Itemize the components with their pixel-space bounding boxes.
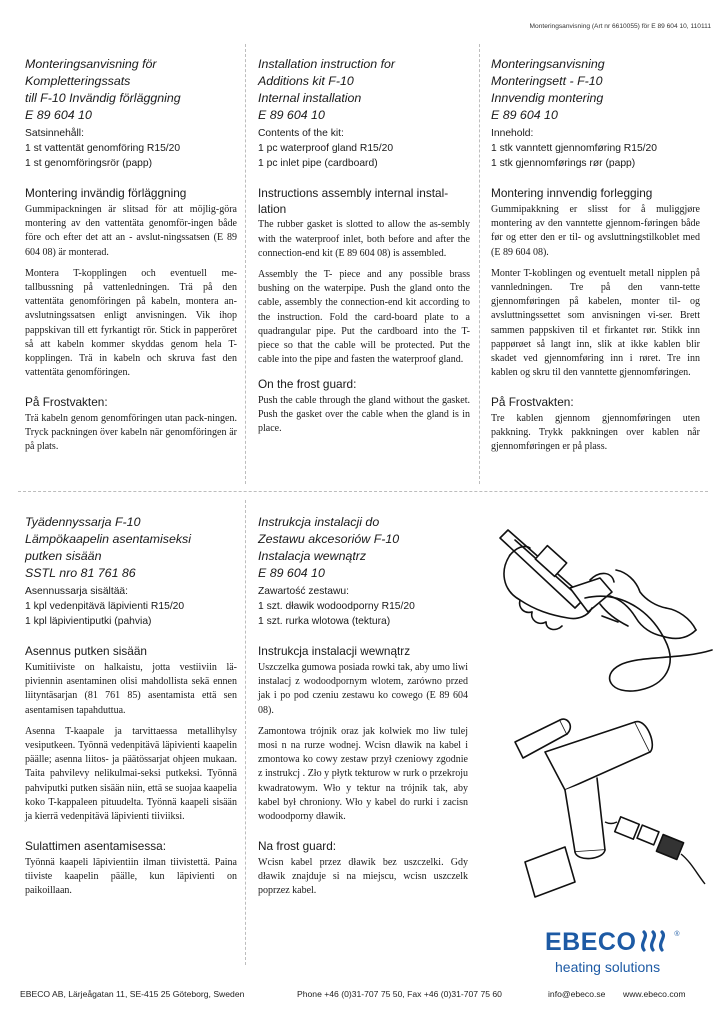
frost-heading: Sulattimen asentamisessa:: [25, 839, 166, 854]
paragraph: Tre kablen gjennom gjennomføringen uten pakkning. Trykk pakkningen over kablen når gjennomføringen er på plass.: [491, 412, 700, 453]
footer-address: EBECO AB, Lärjeågatan 11, SE-415 25 Göteborg, Sweden: [20, 989, 245, 999]
column-divider: [245, 44, 246, 484]
row-divider: [18, 491, 708, 492]
footer-email[interactable]: info@ebeco.se: [548, 989, 606, 999]
section-english: [258, 56, 470, 437]
paragraph: Asenna T-kaapale ja tarvittaessa metallihylsy vesiputkeen. Työnnä vedenpitävä läpivienti kaapelin päälle; asenna liitos- ja päätössarjat ohjeen mukaan. Taita pahvilevy nelikulmai-seksi putkeksi. Työnnä pahviputki putken sisään niin, että se suojaa kaapelia koko T-kappaleen pituudelta. Työnnä kaapeli sisään ja kierrä vedenpitävä läpivienti tiiviiksi.: [25, 725, 237, 822]
section-title: Installation instruction for Additions kit F-10 Internal installation E 89 604 10: [258, 57, 396, 122]
column-divider: [479, 44, 480, 484]
paragraph: Assembly the T- piece and any possible brass bushing on the waterpipe. Push the gland onto the cable, assembly the connection-end kit according to the instruction. Fold the card-board plate to a quadrangular pipe. Put the cardboard into the T-piece so that the cable will be protected. Put the cable into the pipe and fasten the waterproof gland.: [258, 269, 470, 366]
column-divider: [245, 500, 246, 965]
section-norwegian: [491, 56, 700, 454]
frost-heading: On the frost guard:: [258, 377, 357, 392]
section-title: Tyädennyssarja F-10 Lämpökaapelin asentamiseksi putken sisään SSTL nro 81 761 86: [25, 515, 191, 580]
section-title: Monteringsanvisning för Kompletteringssats till F-10 Invändig förläggning E 89 604 10: [25, 57, 181, 122]
paragraph: Zamontowa trójnik oraz jak kolwiek mo liw tulej mosi n na rurze wodnej. Wcisn dławik na kabel i zmontowa ko cowy zestaw przył czeniowy zgodnie z instrukcj . Zło y płytk tekturow w rurk o przekroju kwadratowym. Wło y tektur na trójnik tak, aby kabel był chroniony. Wło y kabel do rurki i zacisn wodoodporny dławik.: [258, 725, 468, 822]
header-doc-reference: Monteringsanvisning (Art nr 6610055) för E 89 604 10, 110111: [529, 23, 711, 30]
illustration-hands-cable: [490, 500, 715, 705]
section-finnish: [25, 514, 237, 898]
paragraph: Työnnä kaapeli läpivientiin ilman tiivistettä. Paina tiiviste kaapelin päälle, kun läpivienti on paikoillaan.: [25, 856, 237, 897]
kit-contents: Satsinnehåll: 1 st vattentät genomföring R15/20 1 st genomföringsrör (papp): [25, 128, 181, 169]
install-heading: Instructions assembly internal instal-lation: [258, 186, 449, 216]
install-heading: Instrukcja instalacji wewnątrz: [258, 644, 411, 659]
paragraph: The rubber gasket is slotted to allow the as-sembly with the waterproof inlet, both before and after the connection-end kit (E 89 604 08) is assembled.: [258, 219, 470, 259]
paragraph: Wcisn kabel przez dławik bez uszczelki. Gdy dławik znajduje si na miejscu, wcisn uszczelk poprzez kabel.: [258, 856, 468, 897]
registered-mark: ®: [674, 931, 680, 938]
kit-contents: Contents of the kit: 1 pc waterproof gland R15/20 1 pc inlet pipe (cardboard): [258, 128, 394, 169]
kit-contents: Zawartość zestawu: 1 szt. dławik wodoodporny R15/20 1 szt. rurka wlotowa (tektura): [258, 586, 415, 627]
paragraph: Monter T-koblingen og eventuelt metall nipplen på vannledningen. Tre på den vann-tette gjennomføringen på kabelen, monter til- og avsluttningssettet som anvisningen vi-ser. Brett sammen pappskiven til et firkantet rør. Stikk inn pappørøet så langt inn, slik at ikke kablen blir skadet ved gjennomføring inn i røret. Tre inn kablen og skru til den vanntette gjennomføringen.: [491, 267, 700, 379]
frost-heading: På Frostvakten:: [25, 395, 108, 410]
kit-contents: Innehold: 1 stk vanntett gjennomføring R15/20 1 stk gjennomførings rør (papp): [491, 128, 657, 169]
paragraph: Uszczelka gumowa posiada rowki tak, aby umo liwi instalacj z wodoodpornym wlotem, zarówno przed jak i po pod czeniu zestawu ko cowego (E 89 604 08).: [258, 661, 468, 716]
logo-tagline: heating solutions: [555, 959, 661, 975]
section-title: Monteringsanvisning Monteringsett - F-10 Innvendig montering E 89 604 10: [491, 57, 605, 122]
ebeco-logo: [545, 928, 680, 957]
paragraph: Gummipackningen är slitsad för att möjlig-göra montering av den vattentäta genomför-ingen både före och efter det att an - avslut-ningssatsen (E 89 604 08) är monterad.: [25, 203, 237, 258]
frost-heading: På Frostvakten:: [491, 395, 574, 410]
paragraph: Gummipakkning er slisst for å muliggjøre montering av den vanntette gjennom-føringen både før og etter den er til- og avsluttningstilkoblet med (E 89 604 08).: [491, 203, 700, 258]
install-heading: Asennus putken sisään: [25, 644, 147, 659]
kit-contents: Asennussarja sisältää: 1 kpl vedenpitävä läpivienti R15/20 1 kpl läpivientiputki (pahvia): [25, 586, 185, 627]
paragraph: Trä kabeln genom genomföringen utan pack-ningen. Tryck packningen över kabeln när genomföringen är på plats.: [25, 412, 237, 453]
install-heading: Montering innvendig forlegging: [491, 186, 653, 201]
paragraph: Montera T-kopplingen och eventuell me-tallbussning på vattenledningen. Trä på den vattentäta genomföringen på kabeln, montera an-avslutningssatsen enligt anvisningen. Vik ihop pappskivan till ett fyrkantigt rör. Stick in papperöret så att kabeln kommer skyddas genom hela T-kopplingen. Trä in kabeln och skruva fast den vattentäta genomföringen.: [25, 267, 237, 379]
logo-waves-icon: [640, 930, 670, 952]
footer-phone: Phone +46 (0)31-707 75 50, Fax +46 (0)31-707 75 60: [297, 989, 502, 999]
install-heading: Montering invändig förläggning: [25, 186, 187, 201]
frost-heading: Na frost guard:: [258, 839, 337, 854]
paragraph: Push the cable through the gland without the gasket. Push the gasket over the cable when the gland is in place.: [258, 394, 470, 435]
section-polish: [258, 514, 468, 898]
paragraph: Kumitiiviste on halkaistu, jotta vestiiviin lä-piviennin asentaminen olisi mahdollista sekä ennen liityntäsarjan (81 761 85) asentamista että sen asentamisen tapahduttua.: [25, 661, 237, 716]
footer-website[interactable]: www.ebeco.com: [623, 989, 686, 999]
section-swedish: [25, 56, 237, 454]
illustration-tpiece-gland: [505, 712, 715, 912]
section-title: Instrukcja instalacji do Zestawu akcesoriów F-10 Instalacja wewnątrz E 89 604 10: [258, 515, 400, 580]
logo-wordmark: EBECO: [545, 928, 637, 956]
